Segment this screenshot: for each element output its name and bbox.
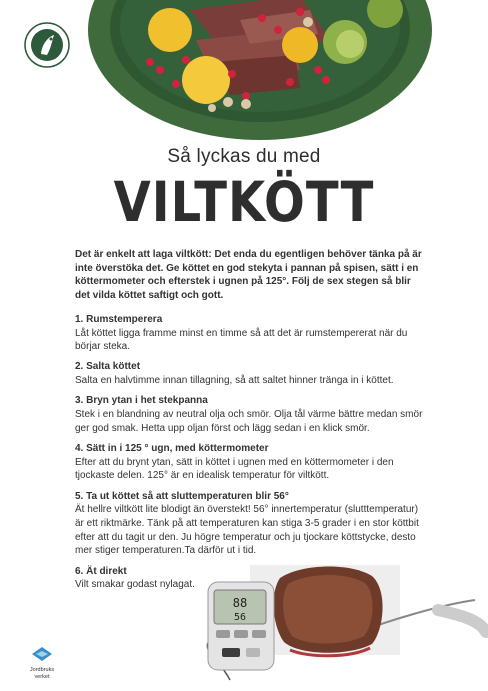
step-text: Vilt smakar godast nylagat. [75,579,195,591]
step-title: 5. Ta ut köttet så att sluttemperaturen blir 56° [75,490,289,502]
jordbruksverket-logo [26,647,58,680]
logo-line-2: verket [34,674,50,680]
logo-line-1: Jordbruks [29,667,55,673]
step-text: Salta en halvtimme innan tillagning, så att saltet hinner tränga in i köttet. [75,375,394,387]
jordbruksverket-icon [32,647,52,661]
step-text: Ät hellre viltkött lite blodigt än överstekt! 56° innertemperatur (slutttemperatur) är ett riktmärke. Tänk på att temperaturen kan stiga 3-5 grader i en stor köttbit efter att du tagit ur den. Ju högre temperatur och ju tjockare köttstycke, desto mer stiger temperaturen.Ta därför ut i tid. [75,504,419,557]
step-title: 4. Sätt in i 125 ° ugn, med köttermometer [75,442,269,454]
step-5 [75,490,425,559]
step-2 [75,360,425,387]
step-title: 1. Rumstemperera [75,313,163,325]
bird-emblem-icon [24,22,70,68]
step-text: Stek i en blandning av neutral olja och smör. Olja tål värme bättre medan smör ger god smak. Hetta upp oljan först och lägg sedan i en klick smör. [75,409,423,434]
step-1 [75,313,425,354]
step-title: 6. Ät direkt [75,565,127,577]
thermometer-meat-photo [190,560,488,691]
page-kicker: Så lyckas du med [167,146,321,167]
step-4 [75,442,425,483]
display-top-value: 88 [232,596,248,610]
step-title: 3. Bryn ytan i het stekpanna [75,395,208,407]
step-text: Efter att du brynt ytan, sätt in köttet i ugnen med en köttermometer i den tjockaste delen. 125° är en idealisk temperatur för viltkött. [75,456,394,482]
display-bottom-value: 56 [233,612,247,623]
step-3 [75,394,425,435]
page-title: VILTKÖTT [113,170,375,235]
plate-photo [0,0,488,140]
recipe-body [75,248,425,598]
intro-paragraph: Det är enkelt att laga viltkött: Det enda du egentligen behöver tänka på är inte överstöka det. Ge köttet en god stekyta i pannan på spisen, sätt i en köttermometer och efterstek i ugnen på 125°. Följ de sex stegen så blir det vilda köttet saftigt och gott. [75,249,422,302]
step-title: 2. Salta köttet [75,361,141,373]
step-text: Låt köttet ligga framme minst en timme så att det är rumstempererat när du börjar steka. [75,327,408,353]
